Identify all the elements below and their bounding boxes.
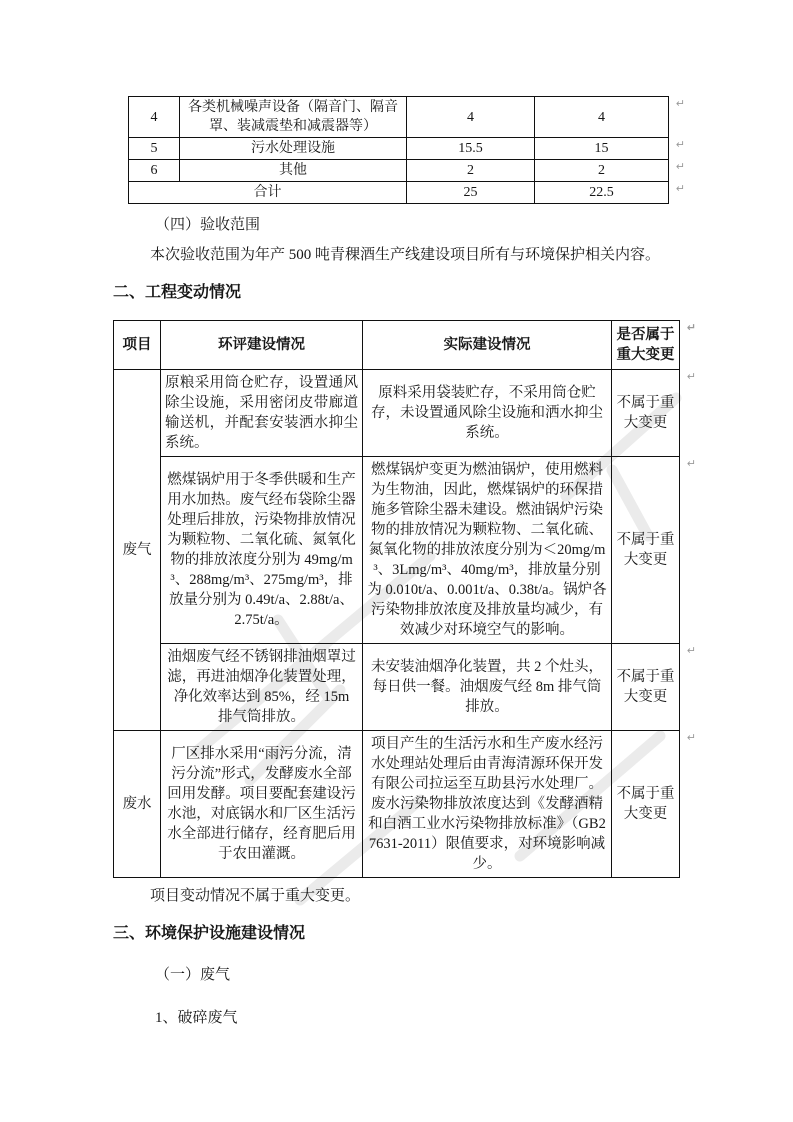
actual-cell: 项目产生的生活污水和生产废水经污水处理站处理后由青海清源环保开发有限公司拉运至互助县污水处理厂。废水污染物排放浓度达到《发酵酒精和白酒工业水污染物排放标准》（GB27631-2011）限值要求，对环境影响减少。 — [363, 731, 612, 878]
value-actual: 15 ↵ — [535, 138, 669, 160]
eia-cell: 厂区排水采用“雨污分流，清污分流”形式，发酵废水全部回用发酵。项目要配套建设污水池，对底锅水和厂区生活污水全部进行储存，经育肥后用于农田灌溉。 — [161, 731, 363, 878]
actual-cell: 燃煤锅炉变更为燃油锅炉，使用燃料为生物油，因此，燃煤锅炉的环保措施多管除尘器未建设。燃油锅炉污染物的排放情况为颗粒物、二氧化硫、氮氧化物的排放浓度分别为＜20mg/m³、3Lmg/m³、40mg/m³，排放量分别为 0.010t/a、0.001t/a、0.38t/a。锅炉各污染物排放浓度及排放量均减少，有效减少对环境空气的影响。 — [363, 457, 612, 644]
section3-sub2: 1、破碎废气 — [155, 1010, 238, 1027]
table-row — [129, 138, 669, 160]
change-conclusion: 项目变动情况不属于重大变更。 — [150, 888, 361, 905]
total-label: 合计 — [129, 182, 407, 204]
table-row — [129, 160, 669, 182]
facility-name: 污水处理设施 — [180, 138, 407, 160]
paragraph-mark: ↵ — [686, 370, 696, 384]
eia-cell: 燃煤锅炉用于冬季供暖和生产用水加热。废气经布袋除尘器处理后排放，污染物排放情况为颗粒物、二氧化硫、氮氧化物的排放浓度分别为 49mg/m³、288mg/m³、275mg/m³，排放量分别为 0.49t/a、2.88t/a、2.75t/a。 — [161, 457, 363, 644]
actual-cell: 未安装油烟净化装置，共 2 个灶头，每日供一餐。油烟废气经 8m 排气筒排放。 — [363, 644, 612, 731]
project-change-table — [113, 320, 696, 879]
paragraph-mark: ↵ — [675, 160, 685, 173]
paragraph-mark: ↵ — [675, 138, 685, 151]
value-planned: 2 — [407, 160, 535, 182]
header-project: 项目 — [114, 320, 161, 370]
paragraph-mark: ↵ — [675, 182, 685, 195]
paragraph-mark: ↵ — [686, 644, 696, 658]
eia-cell: 原粮采用筒仓贮存，设置通风除尘设施，采用密闭皮带廊道输送机，并配套安装洒水抑尘系统。 — [161, 370, 363, 457]
total-planned: 25 — [407, 182, 535, 204]
verdict-cell: 不属于重大变更 ↵ — [612, 731, 680, 878]
paragraph-mark: ↵ — [675, 97, 685, 110]
value-actual: 2 ↵ — [535, 160, 669, 182]
section4-body: 本次验收范围为年产 500 吨青稞酒生产线建设项目所有与环境保护相关内容。 — [150, 247, 661, 263]
verdict-cell: 不属于重大变更 ↵ — [612, 370, 680, 457]
facility-name: 其他 — [180, 160, 407, 182]
table-row-waste-water — [114, 731, 680, 878]
total-actual: 22.5 ↵ — [535, 182, 669, 204]
section2-heading: 二、工程变动情况 — [113, 284, 242, 301]
category-waste-gas: 废气 — [114, 370, 161, 731]
actual-cell: 原料采用袋装贮存，不采用筒仓贮存，未设置通风除尘设施和洒水抑尘系统。 — [363, 370, 612, 457]
table-row-waste-gas-1 — [114, 370, 680, 457]
row-number: 6 — [129, 160, 180, 182]
header-actual: 实际建设情况 — [363, 320, 612, 370]
paragraph-mark: ↵ — [686, 320, 696, 334]
value-actual: 4 ↵ — [535, 97, 669, 138]
table-row-waste-gas-2 — [114, 457, 680, 644]
table-header-row — [114, 320, 680, 370]
section3-sub1: （一）废气 — [155, 967, 231, 984]
table-row — [129, 97, 669, 138]
row-number: 4 — [129, 97, 180, 138]
section3-heading: 三、环境保护设施建设情况 — [113, 924, 306, 942]
row-number: 5 — [129, 138, 180, 160]
value-planned: 15.5 — [407, 138, 535, 160]
paragraph-mark: ↵ — [686, 731, 696, 745]
value-planned: 4 — [407, 97, 535, 138]
eia-cell: 油烟废气经不锈钢排油烟罩过滤，再进油烟净化装置处理，净化效率达到 85%，经 15m 排气筒排放。 — [161, 644, 363, 731]
table-row-total — [129, 182, 669, 204]
investment-summary-table — [128, 96, 685, 204]
facility-name: 各类机械噪声设备（隔音门、隔音罩、装减震垫和减震器等） — [180, 97, 407, 138]
header-major-change: 是否属于重大变更 ↵ — [612, 320, 680, 370]
table-row-waste-gas-3 — [114, 644, 680, 731]
verdict-cell: 不属于重大变更 ↵ — [612, 644, 680, 731]
header-eia: 环评建设情况 — [161, 320, 363, 370]
category-waste-water: 废水 — [114, 731, 161, 878]
paragraph-mark: ↵ — [686, 457, 696, 471]
section4-heading: （四）验收范围 — [155, 217, 261, 233]
verdict-cell: 不属于重大变更 ↵ — [612, 457, 680, 644]
